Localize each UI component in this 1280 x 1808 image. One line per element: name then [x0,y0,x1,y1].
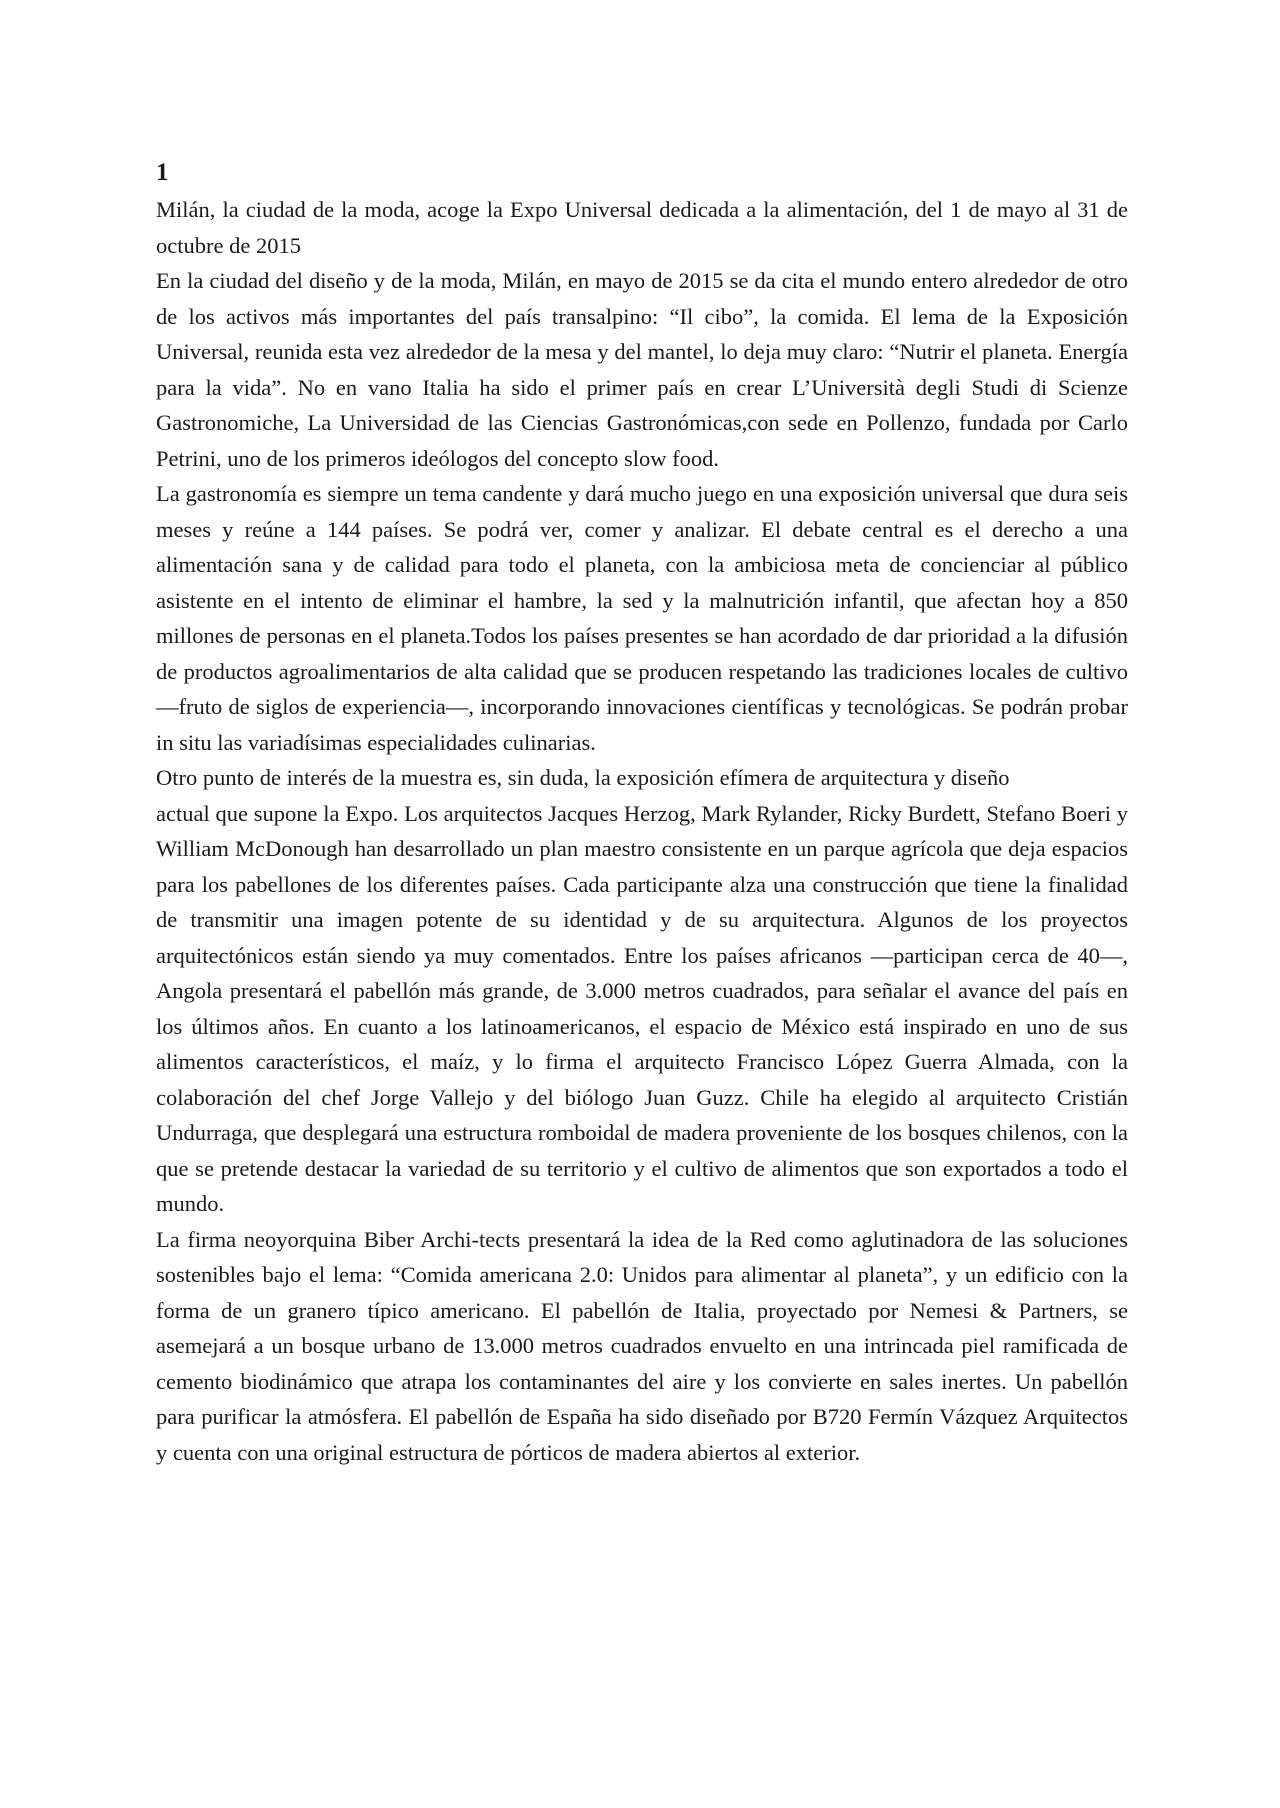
paragraph-architecture-lead: Otro punto de interés de la muestra es, sin duda, la exposición efímera de arquitectura y diseño [156,765,1010,790]
article-title: Milán, la ciudad de la moda, acoge la Expo Universal dedicada a la alimentación, del 1 de mayo al 31 de octubre de 2015 [156,197,1128,258]
page-number: 1 [156,159,169,186]
paragraph-architecture: actual que supone la Expo. Los arquitectos Jacques Herzog, Mark Rylander, Ricky Burdett, Stefano Boeri y William McDonough han desarrollado un plan maestro consistente en un parque agrícola que deja espacios para los pabellones de los diferentes países. Cada participante alza una construcción que tiene la finalidad de transmitir una imagen potente de su identidad y de su arquitectura. Algunos de los proyectos arquitectónicos están siendo ya muy comentados. Entre los países africanos —participan cerca de 40—, Angola presentará el pabellón más grande, de 3.000 metros cuadrados, para señalar el avance del país en los últimos años. En cuanto a los latinoamericanos, el espacio de México está inspirado en uno de sus alimentos característicos, el maíz, y lo firma el arquitecto Francisco López Guerra Almada, con la colaboración del chef Jorge Vallejo y del biólogo Juan Guzz. Chile ha elegido al arquitecto Cristián Undurraga, que desplegará una estructura romboidal de madera proveniente de los bosques chilenos, con la que se pretende destacar la variedad de su territorio y el cultivo de alimentos que son exportados a todo el mundo. [156,800,1128,1216]
paragraph-gastronomy: La gastronomía es siempre un tema candente y dará mucho juego en una exposición universal que dura seis meses y reúne a 144 países. Se podrá ver, comer y analizar. El debate central es el derecho a una alimentación sana y de calidad para todo el planeta, con la ambiciosa meta de concienciar al público asistente en el intento de eliminar el hambre, la sed y la malnutrición infantil, que afectan hoy a 850 millones de personas en el planeta.Todos los países presentes se han acordado de dar prioridad a la difusión de productos agroalimentarios de alta calidad que se producen respetando las tradiciones locales de cultivo —fruto de siglos de experiencia—, incorporando innovaciones científicas y tecnológicas. Se podrán probar in situ las variadísimas especialidades culinarias. [156,481,1128,755]
paragraph-pavilions: La firma neoyorquina Biber Archi-tects presentará la idea de la Red como aglutinadora de las soluciones sostenibles bajo el lema: “Comida americana 2.0: Unidos para alimentar al planeta”, y un edificio con la forma de un granero típico americano. El pabellón de Italia, proyectado por Nemesi & Partners, se asemejará a un bosque urbano de 13.000 metros cuadrados envuelto en una intrincada piel ramificada de cemento biodinámico que atrapa los contaminantes del aire y los convierte en sales inertes. Un pabellón para purificar la atmósfera. El pabellón de España ha sido diseñado por B720 Fermín Vázquez Arquitectos y cuenta con una original estructura de pórticos de madera abiertos al exterior. [156,1226,1128,1465]
paragraph-intro: En la ciudad del diseño y de la moda, Milán, en mayo de 2015 se da cita el mundo entero alrededor de otro de los activos más importantes del país transalpino: “Il cibo”, la comida. El lema de la Exposición Universal, reunida esta vez alrededor de la mesa y del mantel, lo deja muy claro: “Nutrir el planeta. Energía para la vida”. No en vano Italia ha sido el primer país en crear L’Università degli Studi di Scienze Gastronomiche, La Universidad de las Ciencias Gastronómicas,con sede en Pollenzo, fundada por Carlo Petrini, uno de los primeros ideólogos del concepto slow food. [156,268,1128,471]
